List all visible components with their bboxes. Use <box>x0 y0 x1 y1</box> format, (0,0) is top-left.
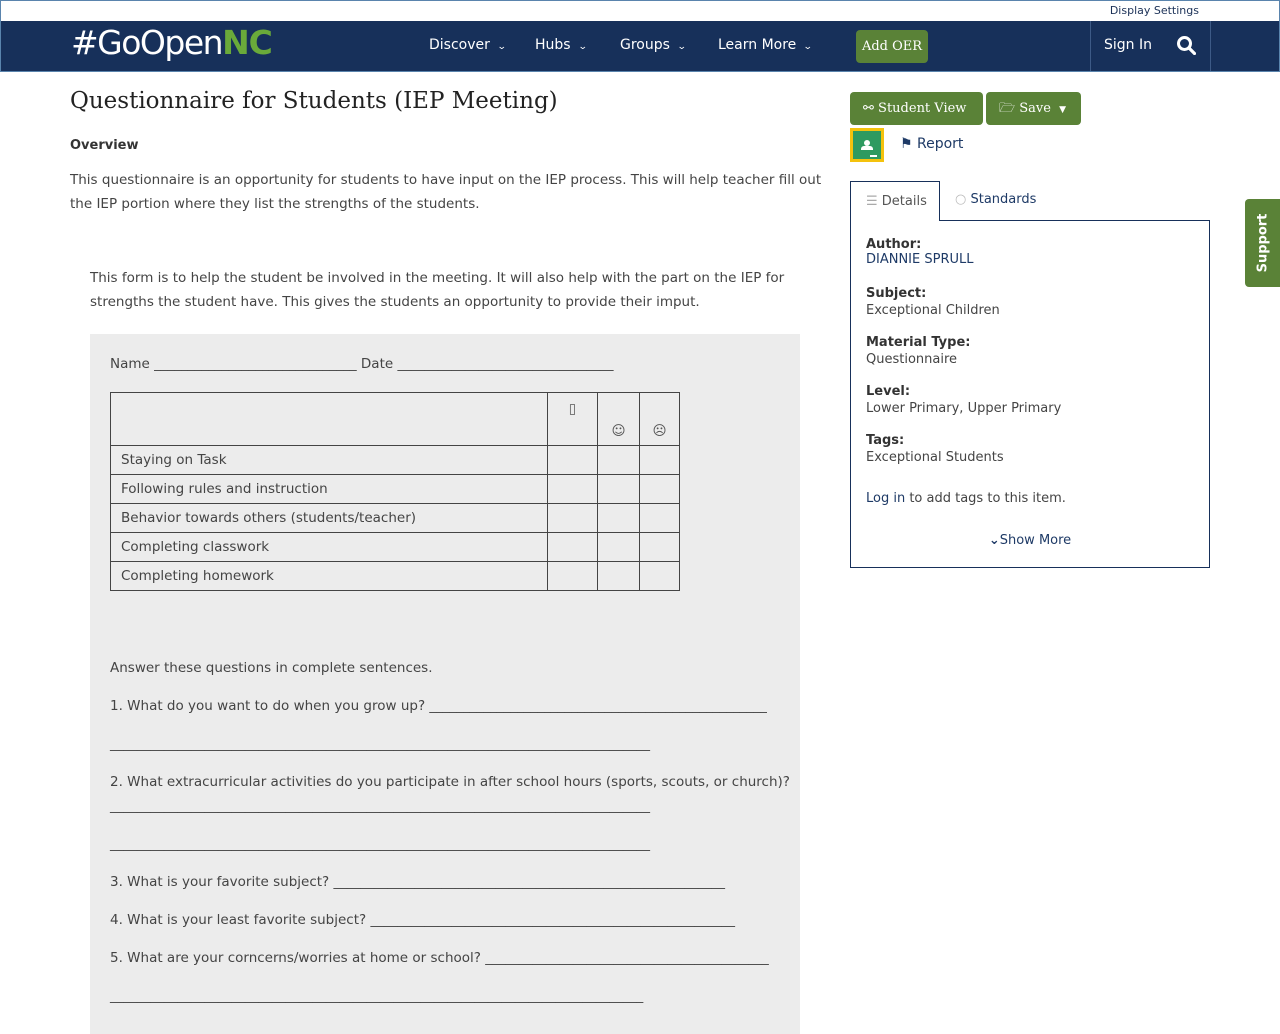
folder-open-icon: 🗁 <box>999 101 1016 116</box>
table-row <box>111 562 680 591</box>
rating-cell <box>640 504 680 533</box>
field-label: Level: <box>866 384 911 399</box>
login-link[interactable]: Log in <box>866 491 906 506</box>
question-4: 4. What is your least favorite subject? ______________________________________________________ <box>110 912 735 928</box>
search-icon[interactable] <box>1176 35 1196 55</box>
questionnaire-form <box>90 334 800 1034</box>
tags-field <box>866 433 1004 465</box>
site-logo[interactable] <box>71 23 272 62</box>
utility-bar <box>0 0 1280 21</box>
nav-hubs[interactable] <box>535 37 586 53</box>
tab-label: Standards <box>970 192 1037 207</box>
chevron-down-icon: ⌄ <box>577 42 588 52</box>
answer-instruction: Answer these questions in complete sentences. <box>110 660 433 676</box>
student-view-button[interactable] <box>850 92 983 125</box>
answer-line: ________________________________________________________________________________ <box>110 836 650 852</box>
google-classroom-icon <box>853 131 881 159</box>
rating-cell <box>640 475 680 504</box>
google-classroom-share-button[interactable] <box>850 128 884 162</box>
nav-label: Discover <box>429 37 490 53</box>
nav-label: Groups <box>620 37 670 53</box>
level-field <box>866 384 1061 416</box>
rating-table <box>110 392 680 591</box>
field-label: Subject: <box>866 286 927 301</box>
field-value: Questionnaire <box>866 352 958 367</box>
row-label: Completing homework <box>111 562 548 591</box>
overview-heading: Overview <box>70 138 139 153</box>
sad-face-icon: ☹ <box>640 393 680 446</box>
flag-icon: ⚑ <box>900 136 913 152</box>
rating-cell <box>598 446 640 475</box>
report-label: Report <box>917 136 964 152</box>
login-prompt <box>866 491 1066 506</box>
author-link[interactable]: DIANNIE SPRULL <box>866 252 974 267</box>
question-3: 3. What is your favorite subject? __________________________________________________________ <box>110 874 726 890</box>
show-more-label: Show More <box>999 533 1072 548</box>
field-label: Author: <box>866 237 922 252</box>
row-label: Staying on Task <box>111 446 548 475</box>
rating-cell <box>598 533 640 562</box>
circle-icon: ○ <box>955 192 967 207</box>
field-value: Exceptional Children <box>866 303 1000 318</box>
tab-details[interactable] <box>850 181 940 221</box>
chevron-down-icon: ⌄ <box>676 42 687 52</box>
show-more-button[interactable] <box>851 533 1209 548</box>
login-suffix: to add tags to this item. <box>905 491 1066 506</box>
add-oer-button[interactable]: Add OER <box>856 30 928 63</box>
field-value: Exceptional Students <box>866 450 1004 465</box>
list-icon: ☰ <box>866 194 878 209</box>
rating-cell <box>598 504 640 533</box>
details-panel <box>850 220 1210 568</box>
missing-glyph-icon: ▯ <box>548 393 598 446</box>
chevron-down-icon: ⌄ <box>803 42 813 52</box>
rating-cell <box>598 475 640 504</box>
nav-label: Learn More <box>718 37 797 53</box>
subject-field <box>866 286 1000 318</box>
link-icon: ⚯ <box>863 101 874 116</box>
report-link[interactable] <box>900 136 963 152</box>
sign-in-link[interactable]: Sign In <box>1104 37 1152 53</box>
rating-header-row <box>111 393 680 446</box>
header-cell <box>111 393 548 446</box>
rating-cell <box>640 446 680 475</box>
name-date-line: Name ______________________________ Date ________________________________ <box>110 356 614 372</box>
field-value: Lower Primary, Upper Primary <box>866 401 1062 416</box>
page-title: Questionnaire for Students (IEP Meeting) <box>70 88 558 114</box>
rating-cell <box>640 533 680 562</box>
logo-accent: NC <box>222 23 272 62</box>
support-tab[interactable] <box>1245 199 1280 287</box>
display-settings-link[interactable]: Display Settings <box>1109 4 1199 17</box>
support-label: Support <box>1255 213 1270 273</box>
table-row <box>111 504 680 533</box>
table-row <box>111 446 680 475</box>
question-5: 5. What are your corncerns/worries at home or school? __________________________________________ <box>110 950 769 966</box>
rating-cell <box>598 562 640 591</box>
row-label: Completing classwork <box>111 533 548 562</box>
rating-cell <box>640 562 680 591</box>
rating-cell <box>548 533 598 562</box>
material-type-field <box>866 335 970 367</box>
field-label: Tags: <box>866 433 905 448</box>
button-label: Save <box>1019 101 1051 116</box>
nav-discover[interactable] <box>429 37 505 53</box>
author-field <box>866 237 974 267</box>
logo-text: #GoOpen <box>71 23 223 62</box>
rating-cell <box>548 562 598 591</box>
caret-down-icon: ▼ <box>1059 105 1067 115</box>
rating-cell <box>548 504 598 533</box>
answer-line: _______________________________________________________________________________ <box>110 988 644 1004</box>
answer-line: ________________________________________________________________________________ <box>110 798 650 814</box>
rating-cell <box>548 446 598 475</box>
answer-line: ________________________________________________________________________________ <box>110 736 650 752</box>
main-nav <box>0 21 1280 72</box>
field-label: Material Type: <box>866 335 971 350</box>
nav-learn-more[interactable] <box>718 37 812 53</box>
question-1: 1. What do you want to do when you grow up? __________________________________________________ <box>110 698 767 714</box>
nav-groups[interactable] <box>620 37 685 53</box>
intro-text: This form is to help the student be involved in the meeting. It will also help with the part on the IEP for strengths the student have. This gives the students an opportunity to provide their imput. <box>90 270 785 310</box>
chevron-down-icon: ⌄ <box>496 42 507 52</box>
overview-text: This questionnaire is an opportunity for students to have input on the IEP process. This will help teacher fill out the IEP portion where they list the strengths of the students. <box>70 172 822 212</box>
table-row <box>111 533 680 562</box>
table-row <box>111 475 680 504</box>
row-label: Behavior towards others (students/teacher) <box>111 504 548 533</box>
tab-label: Details <box>881 194 927 209</box>
button-label: Student View <box>878 101 967 116</box>
rating-cell <box>548 475 598 504</box>
question-2: 2. What extracurricular activities do you participate in after school hours (sports, scouts, or church)? <box>110 774 790 790</box>
tab-standards[interactable] <box>955 192 1036 207</box>
nav-label: Hubs <box>535 37 571 53</box>
neutral-face-icon: ☺ <box>598 393 640 446</box>
chevron-down-icon: ⌄ <box>988 533 1000 548</box>
row-label: Following rules and instruction <box>111 475 548 504</box>
save-button[interactable] <box>986 92 1081 125</box>
